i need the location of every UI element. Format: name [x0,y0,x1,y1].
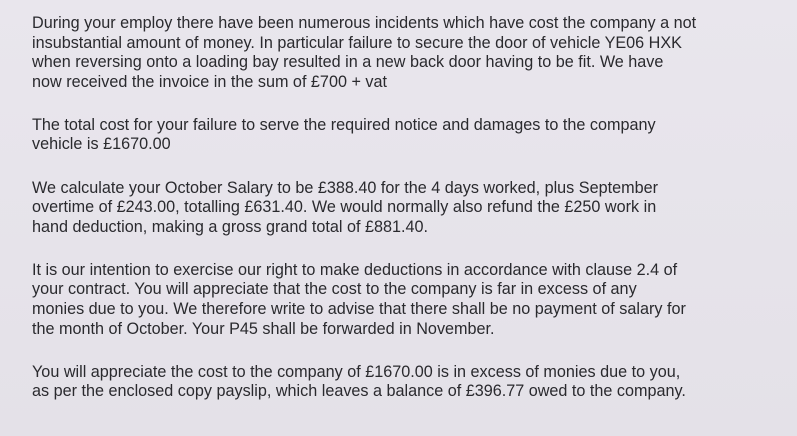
text-line: your contract. You will appreciate that the cost to the company is far in excess of any [32,280,637,299]
text-line: insubstantial amount of money. In particular failure to secure the door of vehicle YE06 HXK [32,33,682,52]
text-line: monies due to you. We therefore write to advise that there shall be no payment of salary for [32,300,686,319]
text-line: as per the enclosed copy payslip, which leaves a balance of £396.77 owed to the company. [32,382,686,401]
text-line: the month of October. Your P45 shall be forwarded in November. [32,319,495,338]
text-line: It is our intention to exercise our right to make deductions in accordance with clause 2.4 of [32,260,678,279]
text-line: hand deduction, making a gross grand total of £881.40. [32,217,428,236]
text-line: when reversing onto a loading bay resulted in a new back door having to be fit. We have [32,53,664,72]
paragraph-balance [32,363,792,402]
paragraph-deductions [32,261,792,339]
paragraph-total-cost [32,116,792,155]
text-line: We calculate your October Salary to be £388.40 for the 4 days worked, plus September [32,178,658,197]
text-line: The total cost for your failure to serve the required notice and damages to the company [32,115,656,134]
text-line: You will appreciate the cost to the company of £1670.00 is in excess of monies due to you, [32,362,681,381]
text-line: During your employ there have been numerous incidents which have cost the company a not [32,14,697,32]
paragraph-incidents [32,14,792,92]
text-line: vehicle is £1670.00 [32,135,171,154]
text-line: now received the invoice in the sum of £700 + vat [32,72,387,91]
letter-body [32,14,792,425]
text-line: overtime of £243.00, totalling £631.40. We would normally also refund the £250 work in [32,198,657,217]
paragraph-salary-calculation [32,179,792,238]
